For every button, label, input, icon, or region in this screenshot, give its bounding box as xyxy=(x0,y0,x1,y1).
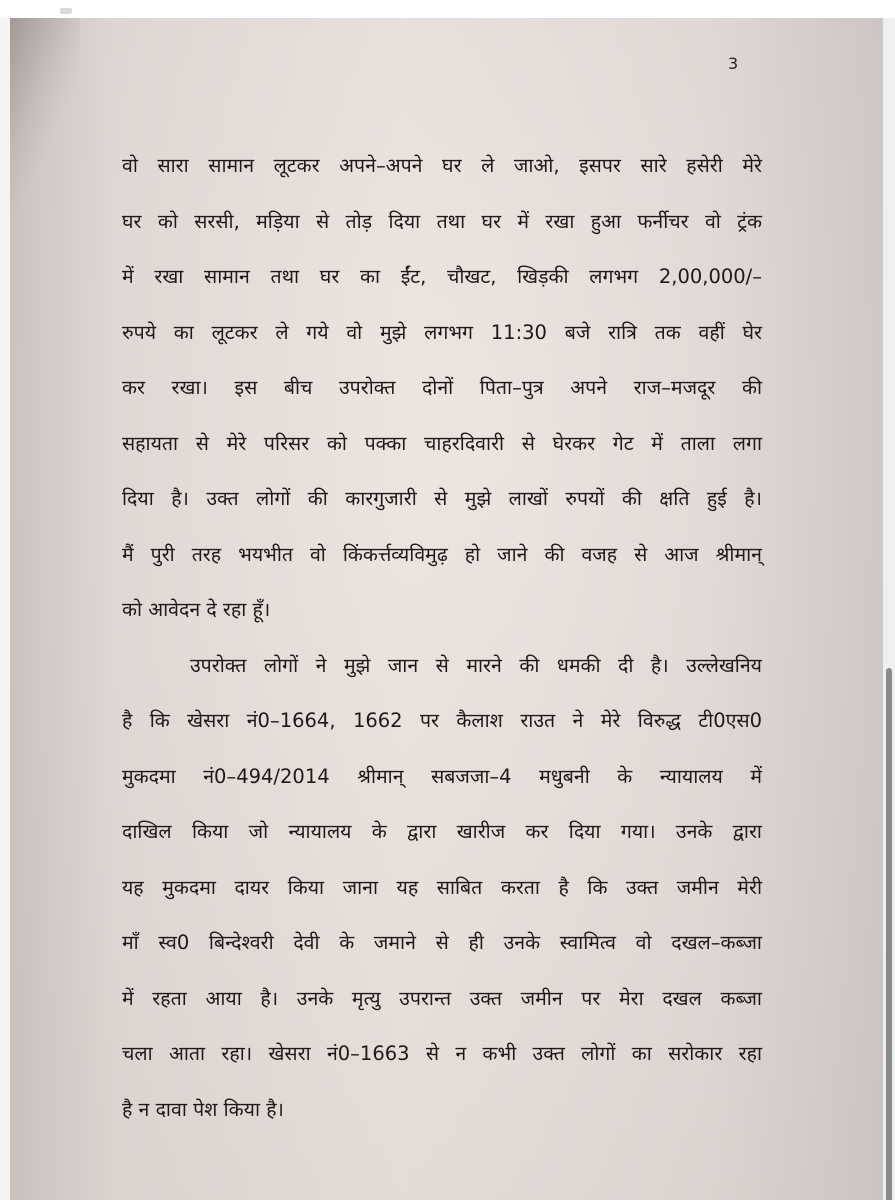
text-line: दाखिल किया जो न्यायालय के द्वारा खारीज कर दिया गया। उनके द्वारा xyxy=(122,820,762,843)
viewer-top-bar xyxy=(0,0,895,18)
text-line: है कि खेसरा नं0–1664, 1662 पर कैलाश राउत ने मेरे विरुद्ध टी0एस0 xyxy=(122,709,762,732)
text-line: माँ स्व0 बिन्देश्वरी देवी के जमाने से ही उनके स्वामित्व वो दखल–कब्जा xyxy=(122,931,762,954)
text-line: में रहता आया है। उनके मृत्यु उपरान्त उक्त जमीन पर मेरा दखल कब्जा xyxy=(122,986,762,1010)
page-number: 3 xyxy=(728,54,739,73)
top-handle xyxy=(60,8,72,14)
text-line: को आवेदन दे रहा हूँ। xyxy=(122,598,271,621)
text-line: घर को सरसी, मड़िया से तोड़ दिया तथा घर में रखा हुआ फर्नीचर वो ट्रंक xyxy=(122,209,762,233)
text-line: मुकदमा नं0–494/2014 श्रीमान् सबजजा–4 मधुबनी के न्यायालय में xyxy=(122,764,762,788)
text-line: रुपये का लूटकर ले गये वो मुझे लगभग 11:30 बजे रात्रि तक वहीं घेर xyxy=(122,320,762,344)
text-line: सहायता से मेरे परिसर को पक्का चाहरदिवारी से घेरकर गेट में ताला लगा xyxy=(122,431,762,455)
text-line: मैं पुरी तरह भयभीत वो किंकर्त्तव्यविमुढ़ हो जाने की वजह से आज श्रीमान् xyxy=(122,542,762,566)
text-line: है न दावा पेश किया है। xyxy=(122,1097,284,1121)
scanned-page xyxy=(10,18,883,1200)
text-line: यह मुकदमा दायर किया जाना यह साबित करता है कि उक्त जमीन मेरी xyxy=(122,875,762,899)
scrollbar-thumb[interactable] xyxy=(886,668,892,1200)
text-line: उपरोक्त लोगों ने मुझे जान से मारने की धमकी दी है। उल्लेखनिय xyxy=(190,653,762,677)
page-body xyxy=(122,138,762,1137)
viewer-right-margin xyxy=(883,18,895,1200)
page-fold-shadow xyxy=(10,18,80,218)
paragraph-2 xyxy=(122,638,762,1138)
text-line: चला आता रहा। खेसरा नं0–1663 से न कभी उक्त लोगों का सरोकार रहा xyxy=(122,1042,762,1065)
vertical-scrollbar[interactable] xyxy=(885,668,893,1200)
text-line: दिया है। उक्त लोगों की कारगुजारी से मुझे लाखों रुपयों की क्षति हुई है। xyxy=(122,487,762,510)
paragraph-1 xyxy=(122,138,762,638)
text-line: कर रखा। इस बीच उपरोक्त दोनों पिता–पुत्र अपने राज–मजदूर की xyxy=(122,376,762,399)
text-line: वो सारा सामान लूटकर अपने–अपने घर ले जाओ, इसपर सारे हसेरी मेरे xyxy=(122,154,762,177)
text-line: में रखा सामान तथा घर का ईंट, चौखट, खिड़की लगभग 2,00,000/– xyxy=(122,265,762,288)
viewer-left-margin xyxy=(0,18,10,1200)
